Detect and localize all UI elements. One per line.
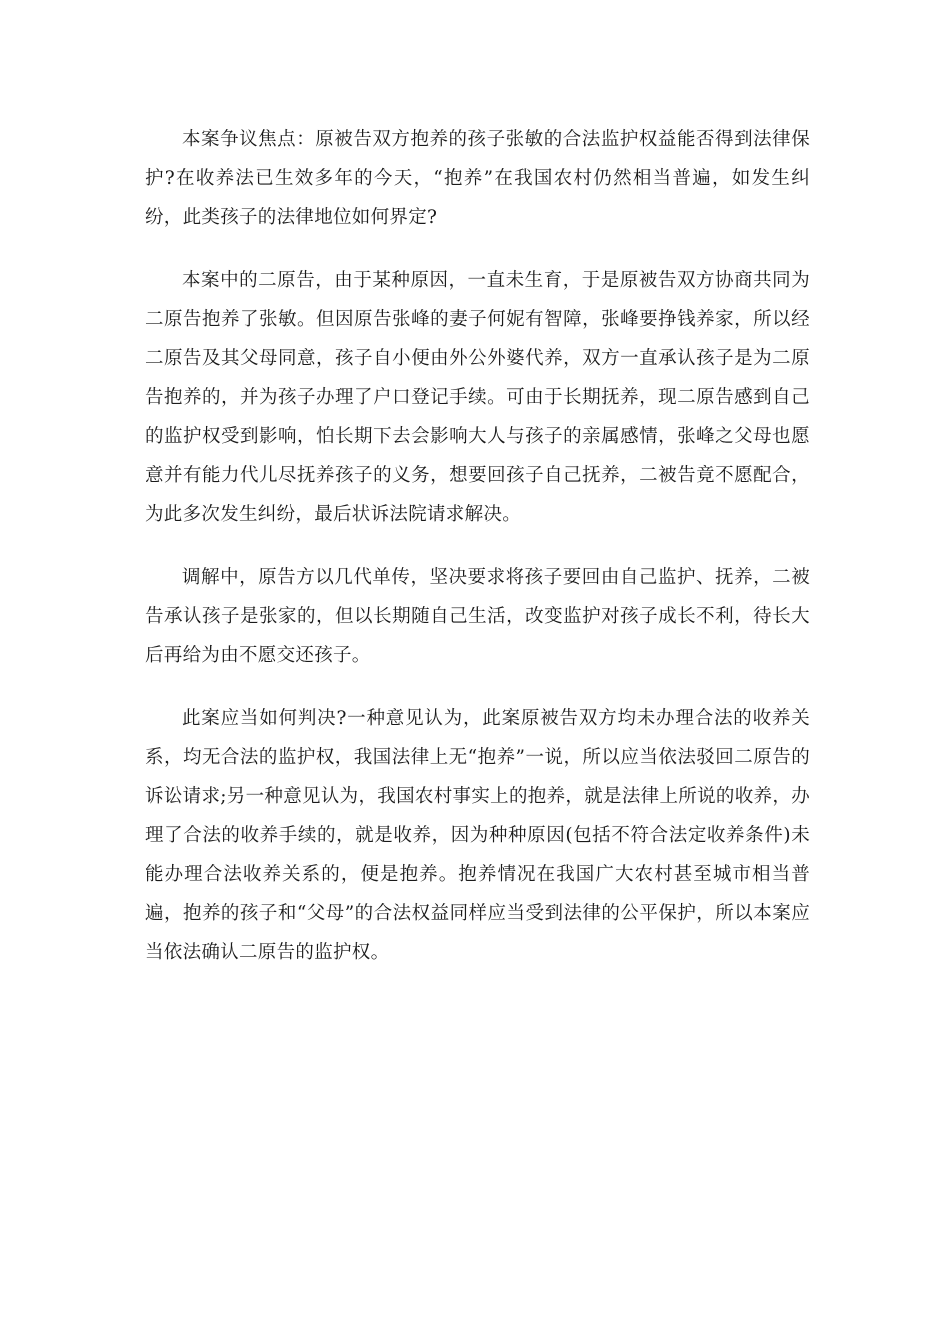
paragraph-mediation: 调解中，原告方以几代单传，坚决要求将孩子要回由自己监护、抚养，二被告承认孩子是张家的，但以长期随自己生活，改变监护对孩子成长不利，待长大后再给为由不愿交还孩子。: [145, 567, 810, 666]
paragraph-judgment-opinions: 此案应当如何判决?一种意见认为，此案原被告双方均未办理合法的收养关系，均无合法的监护权，我国法律上无“抱养”一说，所以应当依法驳回二原告的诉讼请求;另一种意见认为，我国农村事实上的抱养，就是法律上所说的收养，办理了合法的收养手续的，就是收养，因为种种原因(包括不符合法定收养条件)未能办理合法收养关系的，便是抱养。抱养情况在我国广大农村甚至城市相当普遍，抱养的孩子和“父母”的合法权益同样应当受到法律的公平保护，所以本案应当依法确认二原告的监护权。: [145, 708, 810, 963]
paragraph-dispute-focus: 本案争议焦点：原被告双方抱养的孩子张敏的合法监护权益能否得到法律保护?在收养法已生效多年的今天，“抱养”在我国农村仍然相当普遍，如发生纠纷，此类孩子的法律地位如何界定?: [145, 129, 810, 228]
paragraph-case-facts: 本案中的二原告，由于某种原因，一直未生育，于是原被告双方协商共同为二原告抱养了张敏。但因原告张峰的妻子何妮有智障，张峰要挣钱养家，所以经二原告及其父母同意，孩子自小便由外公外婆代养，双方一直承认孩子是为二原告抱养的，并为孩子办理了户口登记手续。可由于长期抚养，现二原告感到自己的监护权受到影响，怕长期下去会影响大人与孩子的亲属感情，张峰之父母也愿意并有能力代儿尽抚养孩子的义务，想要回孩子自己抚养，二被告竟不愿配合，为此多次发生纠纷，最后状诉法院请求解决。: [145, 270, 810, 525]
document-body: [145, 120, 810, 996]
